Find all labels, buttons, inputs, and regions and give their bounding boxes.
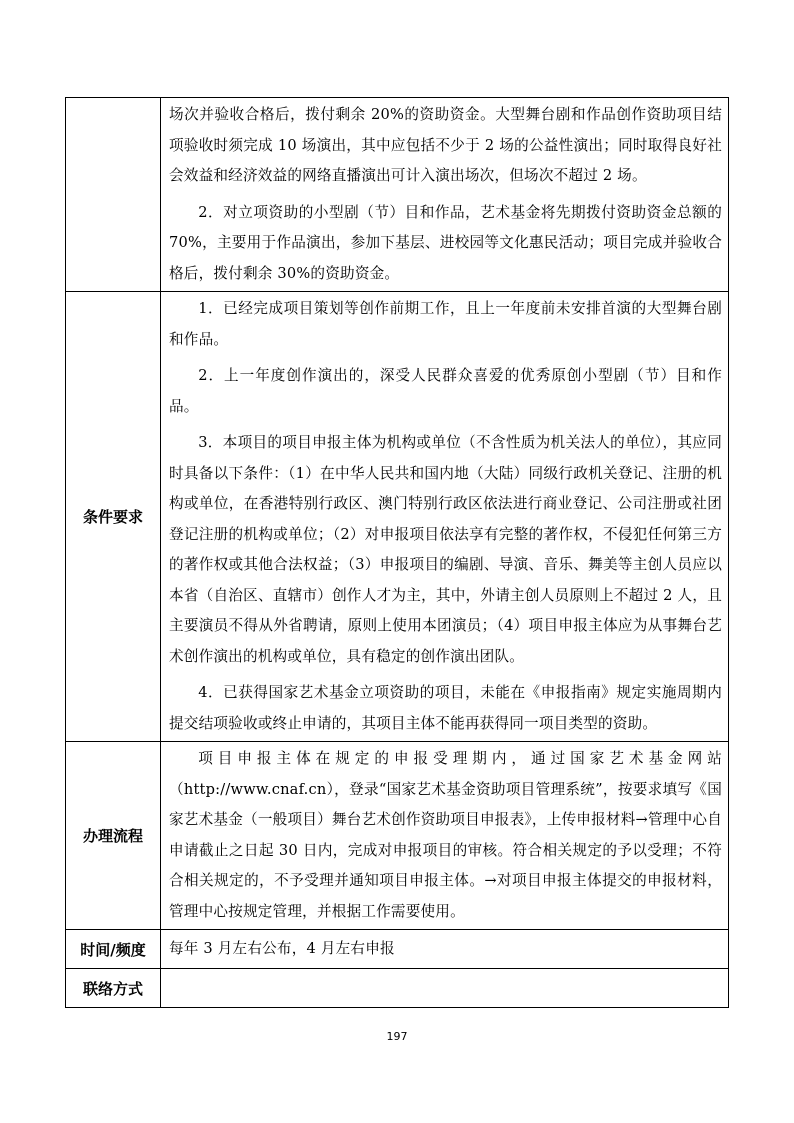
row-content-contact <box>161 969 729 1008</box>
table-row-contact <box>66 969 729 1008</box>
row-label-process: 办理流程 <box>66 742 161 930</box>
row-content-conditions <box>161 292 729 742</box>
row-label-conditions: 条件要求 <box>66 292 161 742</box>
table-row-process <box>66 742 729 930</box>
paragraph: 2．对立项资助的小型剧（节）目和作品，艺术基金将先期拨付资助资金总额的 70%，主要用于作品演出，参加下基层、进校园等文化惠民活动；项目完成并验收合格后，拨付剩余 30%的资助资金。 <box>169 203 722 282</box>
info-table <box>65 97 729 1008</box>
table-row-continued <box>66 98 729 292</box>
row-label-contact: 联络方式 <box>66 969 161 1008</box>
paragraph: 项目申报主体在规定的申报受理期内，通过国家艺术基金网站（http://www.cnaf.cn），登录“国家艺术基金资助项目管理系统”，按要求填写《国家艺术基金（一般项目）舞台艺术创作资助项目申报表》，上传申报材料→管理中心自申请截止之日起 30 日内，完成对申报项目的审核。符合相关规定的予以受理；不符合相关规定的，不予受理并通知项目申报主体。→对项目申报主体提交的申报材料，管理中心按规定管理，并根据工作需要使用。 <box>169 750 722 920</box>
row-label-frequency: 时间/频度 <box>66 930 161 969</box>
paragraph: 2．上一年度创作演出的，深受人民群众喜爱的优秀原创小型剧（节）目和作品。 <box>169 367 722 415</box>
paragraph: 4．已获得国家艺术基金立项资助的项目，未能在《申报指南》规定实施周期内提交结项验收或终止申请的，其项目主体不能再获得同一项目类型的资助。 <box>169 684 722 732</box>
row-label-continued <box>66 98 161 292</box>
paragraph: 场次并验收合格后，拨付剩余 20%的资助资金。大型舞台剧和作品创作资助项目结项验收时须完成 10 场演出，其中应包括不少于 2 场的公益性演出；同时取得良好社会效益和经济效益的网络直播演出可计入演出场次，但场次不超过 2 场。 <box>169 106 722 184</box>
row-content-process <box>161 742 729 930</box>
table-row-conditions <box>66 292 729 742</box>
page-number: 197 <box>386 1030 408 1043</box>
paragraph: 3．本项目的项目申报主体为机构或单位（不含性质为机关法人的单位），其应同时具备以下条件：（1）在中华人民共和国内地（大陆）同级行政机关登记、注册的机构或单位，在香港特别行政区、澳门特别行政区依法进行商业登记、公司注册或社团登记注册的机构或单位；（2）对申报项目依法享有完整的著作权，不侵犯任何第三方的著作权或其他合法权益；（3）申报项目的编剧、导演、音乐、舞美等主创人员应以本省（自治区、直辖市）创作人才为主，其中，外请主创人员原则上不超过 2 人，且主要演员不得从外省聘请，原则上使用本团演员；（4）项目申报主体应为从事舞台艺术创作演出的机构或单位，具有稳定的创作演出团队。 <box>169 434 722 665</box>
table-row-frequency <box>66 930 729 969</box>
row-content-frequency: 每年 3 月左右公布，4 月左右申报 <box>161 930 729 969</box>
row-content-continued <box>161 98 729 292</box>
paragraph: 1．已经完成项目策划等创作前期工作，且上一年度前未安排首演的大型舞台剧和作品。 <box>169 300 722 348</box>
